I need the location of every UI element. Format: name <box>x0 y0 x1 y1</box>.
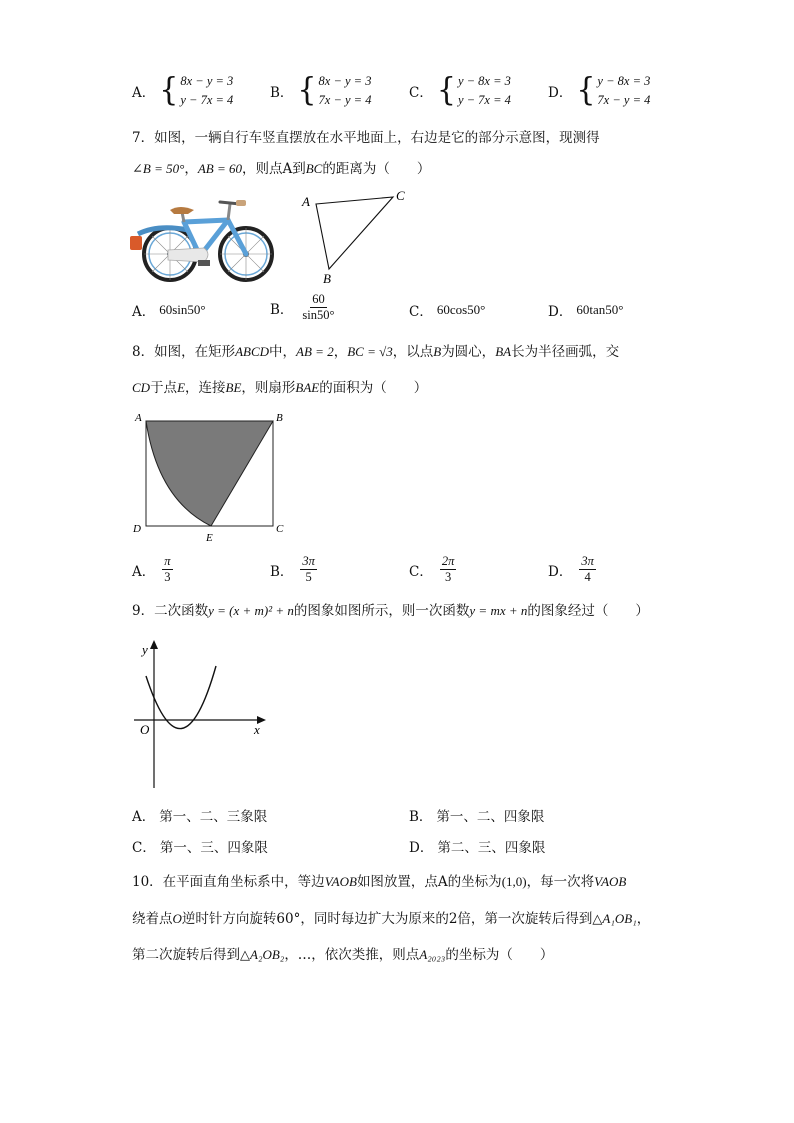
math-fragment: B <box>433 344 442 359</box>
text-fragment: 于点 <box>150 380 178 396</box>
option-text: 第二、三、四象限 <box>437 840 546 856</box>
equation-system <box>576 72 650 110</box>
option-value: 60sin50° <box>159 302 206 317</box>
left-brace-icon: { <box>436 72 456 109</box>
origin-label: O <box>140 722 150 737</box>
numerator: 60 <box>312 292 325 306</box>
text-fragment: ，每一次将 <box>526 874 595 890</box>
separator: ， <box>184 161 198 177</box>
math-fragment: y = (x + m)² + n <box>208 603 294 618</box>
math-fragment: y = mx + n <box>469 603 528 618</box>
text-fragment: 逆时针方向旋转60°，同时每边扩大为原来的2倍，第一次旋转后得到 <box>181 911 593 927</box>
q7-option-d[interactable] <box>548 300 623 320</box>
option-letter: C． <box>409 563 433 580</box>
equation-1: 8x − y = 3 <box>318 74 372 88</box>
text-fragment: 的图象如图所示，则一次函数 <box>293 603 470 619</box>
text-fragment: ，…，依次类推，则点 <box>284 947 420 963</box>
option-text: 第一、三、四象限 <box>159 840 268 856</box>
math-fragment: A₂₀₂₃ <box>419 947 446 962</box>
label-a: A <box>135 412 142 424</box>
label-b: B <box>276 412 283 424</box>
option-letter: D． <box>548 85 573 101</box>
numerator: 2π <box>441 554 455 568</box>
q10-question-line-1 <box>132 873 626 891</box>
q8-option-b[interactable] <box>270 554 317 585</box>
math-fragment: △A₁OB₁ <box>592 911 637 926</box>
parabola-graph <box>130 636 274 794</box>
y-axis-label: y <box>142 642 148 657</box>
q7-option-b[interactable] <box>270 292 337 323</box>
denominator: 3 <box>164 570 171 584</box>
equation-1: y − 8x = 3 <box>597 74 651 88</box>
sector-bae-shape <box>146 421 273 526</box>
equation-system <box>297 72 371 110</box>
math-fragment: BE <box>225 380 242 395</box>
fraction <box>300 554 317 585</box>
q9-question-line <box>132 602 649 620</box>
option-letter: C． <box>132 840 156 856</box>
equation-2: y − 7x = 4 <box>457 93 511 107</box>
left-brace-icon: { <box>576 72 596 109</box>
label-a: A <box>302 194 310 209</box>
bicycle-illustration <box>128 194 276 284</box>
math-fragment: E <box>177 380 186 395</box>
q10-question-line-2 <box>132 910 650 928</box>
label-d: D <box>133 523 141 535</box>
equation-system <box>437 72 511 110</box>
option-text: 第一、二、四象限 <box>436 809 545 825</box>
q6-option-c[interactable] <box>409 72 511 110</box>
angle-b-expr: ∠B = 50° <box>132 161 185 176</box>
equation-2: y − 7x = 4 <box>180 93 234 107</box>
option-text: 第一、二、三象限 <box>159 809 268 825</box>
y-axis-arrow-icon <box>150 640 158 649</box>
equation-2: 7x − y = 4 <box>318 93 372 107</box>
text-fragment: 绕着点 <box>132 911 173 927</box>
q8-option-d[interactable] <box>548 554 596 585</box>
equation-1: y − 8x = 3 <box>457 74 511 88</box>
option-letter: B． <box>270 85 294 101</box>
option-letter: A． <box>132 563 156 580</box>
q9-option-c[interactable] <box>132 836 268 856</box>
left-brace-icon: { <box>297 72 317 109</box>
q9-option-a[interactable] <box>132 805 267 825</box>
option-letter: A． <box>132 85 156 101</box>
fraction <box>440 554 457 585</box>
rectangle-sector-figure <box>128 410 290 546</box>
fraction <box>579 554 596 585</box>
q7-question-line-2 <box>132 160 430 178</box>
option-letter: A． <box>132 809 156 825</box>
q8-option-c[interactable] <box>409 554 456 585</box>
parabola-curve <box>146 666 216 729</box>
math-fragment: AB = 2 <box>296 344 334 359</box>
q10-question-line-3 <box>132 946 553 964</box>
math-fragment: VAOB <box>324 874 357 889</box>
denominator: 4 <box>584 570 591 584</box>
text-fragment: ，以点 <box>392 344 434 360</box>
text-fragment: 的图象经过（ ） <box>527 603 649 619</box>
option-value: 60cos50° <box>436 302 486 317</box>
numerator: 3π <box>581 554 594 568</box>
option-letter: B． <box>270 301 294 318</box>
text-fragment: ，则扇形 <box>241 380 296 396</box>
option-letter: B． <box>409 809 433 825</box>
option-letter: C． <box>409 304 433 320</box>
math-fragment: ABCD <box>235 344 270 359</box>
bc-expr: BC <box>305 161 323 176</box>
denominator: 3 <box>444 570 452 584</box>
denominator: 5 <box>305 570 312 584</box>
math-fragment: △A₂OB₂ <box>240 947 285 962</box>
numerator: π <box>164 554 171 568</box>
math-fragment: CD <box>132 380 151 395</box>
q7-option-c[interactable] <box>409 300 485 320</box>
text-fragment: 长为半径画弧，交 <box>511 344 620 360</box>
q8-question-line-1 <box>132 343 619 361</box>
label-c: C <box>276 523 284 535</box>
x-axis-label: x <box>254 722 260 737</box>
ab-expr: AB = 60 <box>197 161 242 176</box>
text-fragment: 如图放置，点A的坐标为 <box>356 874 502 890</box>
q9-option-b[interactable] <box>409 805 544 825</box>
fraction <box>162 554 172 585</box>
denominator: sin50° <box>302 308 335 322</box>
math-fragment: (1,0) <box>501 874 527 889</box>
text-fragment: ，连接 <box>185 380 226 396</box>
q8-question-line-2 <box>132 379 427 397</box>
left-brace-icon: { <box>159 72 179 109</box>
triangle-abc-figure <box>296 186 420 290</box>
q8-option-a[interactable] <box>132 554 173 585</box>
equation-system <box>159 72 233 110</box>
equation-1: 8x − y = 3 <box>180 74 234 88</box>
q9-option-d[interactable] <box>409 836 545 856</box>
q7-option-a[interactable] <box>132 300 206 320</box>
option-letter: C． <box>409 85 433 101</box>
q6-option-a[interactable] <box>132 72 233 110</box>
text-fragment: 的距离为（ ） <box>322 161 431 177</box>
text-fragment: 为圆心， <box>441 344 496 360</box>
q7-question-line-1: 7．如图，一辆自行车竖直摆放在水平地面上，右边是它的部分示意图，现测得 <box>132 130 600 146</box>
text-fragment: ，则点A到 <box>241 161 306 177</box>
text-fragment: 第二次旋转后得到 <box>132 947 240 963</box>
text-fragment: 8．如图，在矩形 <box>132 344 236 360</box>
option-letter: B． <box>270 563 294 580</box>
math-fragment: O <box>172 911 182 926</box>
q6-option-d[interactable] <box>548 72 650 110</box>
fraction <box>300 292 336 323</box>
option-letter: D． <box>548 563 573 580</box>
text-fragment: 9．二次函数 <box>132 603 209 619</box>
text-fragment: ， <box>636 911 651 927</box>
math-fragment: BC = √3 <box>347 344 393 359</box>
equation-2: 7x − y = 4 <box>597 93 651 107</box>
math-fragment: BA <box>495 344 512 359</box>
label-b: B <box>323 271 331 286</box>
label-e: E <box>206 532 213 544</box>
label-c: C <box>396 188 405 203</box>
option-value: 60tan50° <box>576 302 624 317</box>
text-fragment: ， <box>333 344 348 360</box>
option-letter: A． <box>132 304 156 320</box>
numerator: 3π <box>302 554 315 568</box>
q6-option-b[interactable] <box>270 72 371 110</box>
text-fragment: 10．在平面直角坐标系中，等边 <box>132 874 325 890</box>
option-letter: D． <box>548 304 573 320</box>
text-fragment: 的面积为（ ） <box>319 380 428 396</box>
math-fragment: VAOB <box>594 874 627 889</box>
text-fragment: 的坐标为（ ） <box>445 947 554 963</box>
math-fragment: BAE <box>295 380 320 395</box>
option-letter: D． <box>409 840 434 856</box>
text-fragment: 中， <box>269 344 297 360</box>
